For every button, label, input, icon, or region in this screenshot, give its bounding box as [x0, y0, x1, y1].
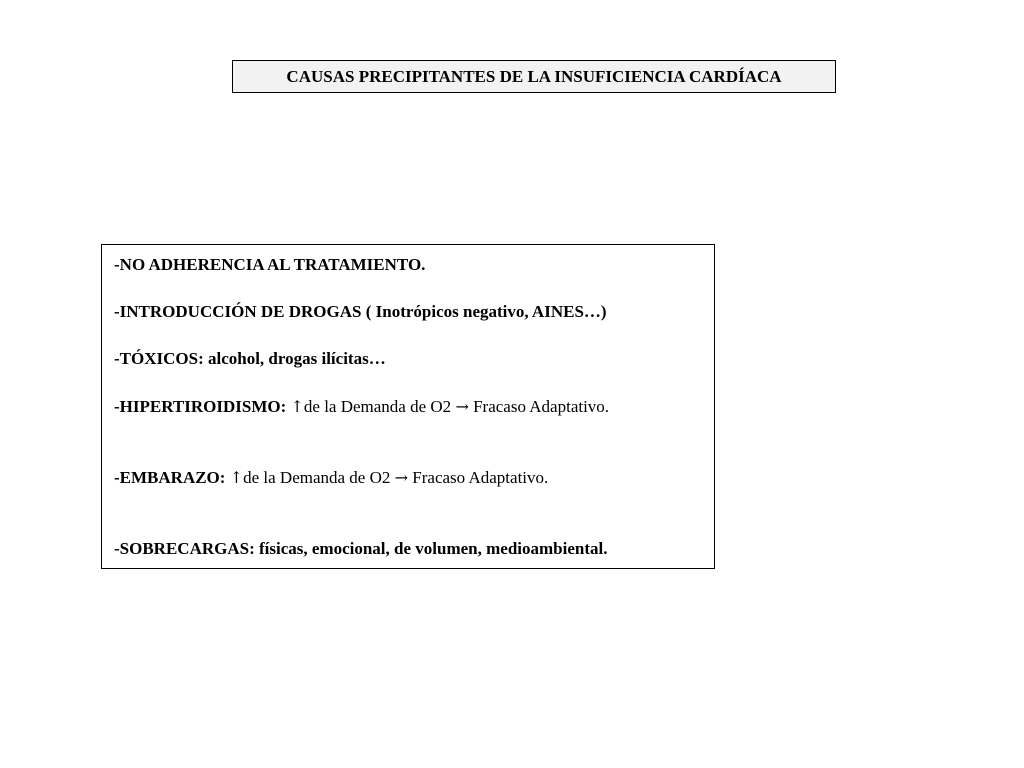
- causes-list-box: [101, 244, 715, 569]
- list-item-hipertiroidismo: [114, 397, 609, 417]
- right-arrow-icon: →: [455, 397, 469, 416]
- list-item-embarazo: [114, 468, 548, 488]
- up-arrow-icon: ↑: [229, 468, 244, 487]
- list-item-introduccion-drogas: -INTRODUCCIÓN DE DROGAS ( Inotrópicos negativo, AINES…): [114, 302, 607, 321]
- list-item-sobrecargas: -SOBRECARGAS: físicas, emocional, de volumen, medioambiental.: [114, 539, 608, 558]
- title-box: [232, 60, 836, 93]
- right-arrow-icon: →: [394, 468, 409, 487]
- embarazo-text-b: Fracaso Adaptativo.: [412, 468, 549, 487]
- list-item-no-adherencia: -NO ADHERENCIA AL TRATAMIENTO.: [114, 255, 426, 274]
- hipertiroidismo-text-b: Fracaso Adaptativo.: [473, 397, 610, 416]
- page-title: CAUSAS PRECIPITANTES DE LA INSUFICIENCIA CARDÍACA: [286, 66, 782, 86]
- list-item-toxicos: -TÓXICOS: alcohol, drogas ilícitas…: [114, 349, 386, 368]
- embarazo-label: -EMBARAZO:: [114, 468, 226, 487]
- embarazo-text-a: de la Demanda de O2: [243, 468, 391, 487]
- hipertiroidismo-text-a: de la Demanda de O2: [303, 397, 452, 416]
- up-arrow-icon: ↑: [290, 397, 304, 416]
- hipertiroidismo-label: -HIPERTIROIDISMO:: [114, 397, 287, 416]
